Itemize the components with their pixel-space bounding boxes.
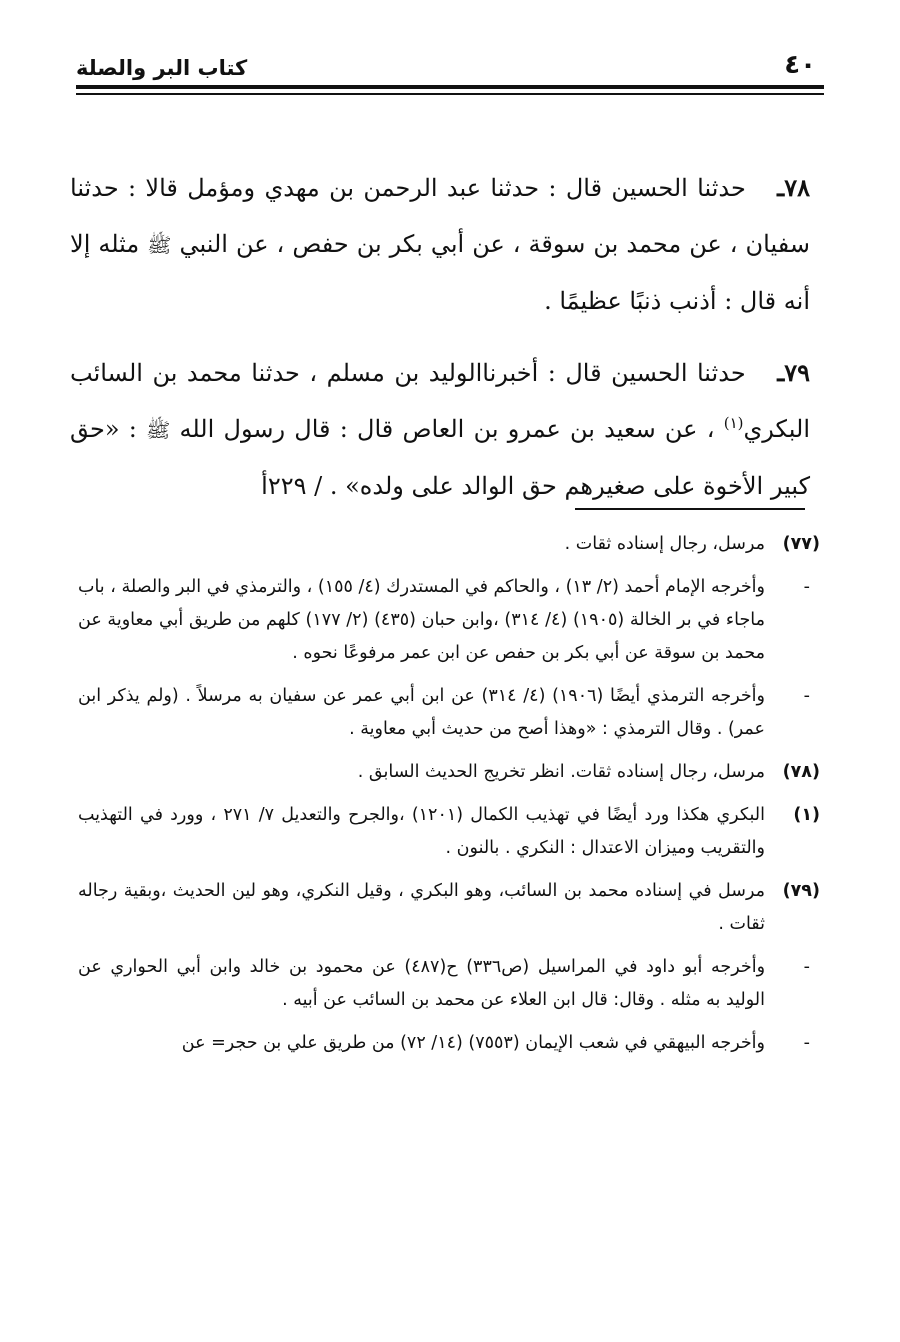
footnote-dash: -	[803, 577, 810, 597]
footnote-text: مرسل، رجال إسناده ثقات .	[564, 534, 765, 554]
footnote	[78, 680, 820, 746]
footnote	[78, 799, 820, 865]
footnote	[78, 951, 820, 1017]
footnote	[78, 528, 820, 561]
footnote-label: (٧٩)	[782, 881, 820, 901]
footnote-dash: -	[803, 686, 810, 706]
footnote-dash: -	[803, 957, 810, 977]
footnote	[78, 571, 820, 670]
main-text	[70, 160, 810, 530]
header-rule-thin	[76, 93, 824, 95]
running-header	[76, 50, 824, 90]
manuscript-folio-reference: / ٢٢٩أ	[261, 472, 323, 500]
footnote-separator	[575, 508, 805, 510]
page-number: ٤٠	[784, 50, 816, 80]
hadith-text-continued: ، عن سعيد بن عمرو بن العاص قال : قال رسول الله	[179, 415, 715, 443]
hadith-quote: : «حق كبير الأخوة على صغيرهم حق الوالد على ولده» .	[70, 415, 810, 500]
footnote-text: مرسل، رجال إسناده ثقات. انظر تخريج الحديث السابق .	[357, 762, 765, 782]
footnotes	[78, 528, 820, 1070]
footnote-text: وأخرجه الترمذي أيضًا (١٩٠٦) (٤/ ٣١٤) عن ابن أبي عمر عن سفيان به مرسلاً . (ولم يذكر ابن عمر) . وقال الترمذي : «وهذا أصح من حديث أبي معاوية .	[78, 686, 765, 739]
footnote-dash: -	[803, 1033, 810, 1053]
footnote-text: مرسل في إسناده محمد بن السائب، وهو البكري ، وقيل النكري، وهو لين الحديث ،وبقية رجاله ثقات .	[78, 881, 765, 934]
footnote	[78, 756, 820, 789]
footnote-text: وأخرجه أبو داود في المراسيل (ص٣٣٦) ح(٤٨٧) عن محمود بن خالد وابن أبي الحواري عن الوليد به مثله . وقال: قال ابن العلاء عن محمد بن السائب عن أبيه .	[78, 957, 766, 1010]
hadith-text: حدثنا الحسين قال : حدثنا عبد الرحمن بن مهدي ومؤمل قالا : حدثنا سفيان ، عن محمد بن سوقة ، عن أبي بكر بن حفص ، عن النبي	[70, 174, 810, 258]
salutation-glyph: ﷺ	[147, 233, 172, 257]
hadith-text: حدثنا الحسين قال : أخبرناالوليد بن مسلم ، حدثنا محمد بن السائب البكري	[70, 359, 810, 443]
footnote-label: (٧٧)	[782, 534, 820, 554]
footnote	[78, 875, 820, 941]
salutation-glyph: ﷺ	[146, 418, 171, 442]
footnote-text: البكري هكذا ورد أيضًا في تهذيب الكمال (١٢٠١) ،والجرح والتعديل ٧/ ٢٧١ ، وورد في التهذيب والتقريب وميزان الاعتدال : النكري . بالنون .	[78, 805, 765, 858]
running-title: كتاب البر والصلة	[76, 56, 248, 80]
footnote-label: (٧٨)	[782, 762, 820, 782]
footnote-text: وأخرجه البيهقي في شعب الإيمان (٧٥٥٣) (١٤/ ٧٢) من طريق علي بن حجر= عن	[181, 1033, 765, 1053]
footnote-text: وأخرجه الإمام أحمد (٢/ ١٣) ، والحاكم في المستدرك (٤/ ١٥٥) ، والترمذي في البر والصلة ، باب ماجاء في بر الخالة (١٩٠٥) (٤/ ٣١٤) ،وابن حبان (٤٣٥) (٢/ ١٧٧) كلهم من طريق أبي معاوية عن محمد بن سوقة عن أبي بكر بن حفص عن ابن عمر مرفوعًا نحوه .	[78, 577, 766, 663]
hadith-text-continued: مثله إلا أنه قال : أذنب ذنبًا عظيمًا .	[70, 230, 810, 315]
hadith-number: ٧٩ـ	[777, 358, 810, 387]
hadith-number: ٧٨ـ	[777, 173, 810, 202]
header-rule-thick	[76, 85, 824, 89]
hadith-78	[70, 160, 810, 329]
footnote	[78, 1027, 820, 1060]
footnote-reference: (١)	[723, 414, 744, 432]
hadith-79	[70, 345, 810, 514]
footnote-label: (١)	[793, 805, 820, 825]
